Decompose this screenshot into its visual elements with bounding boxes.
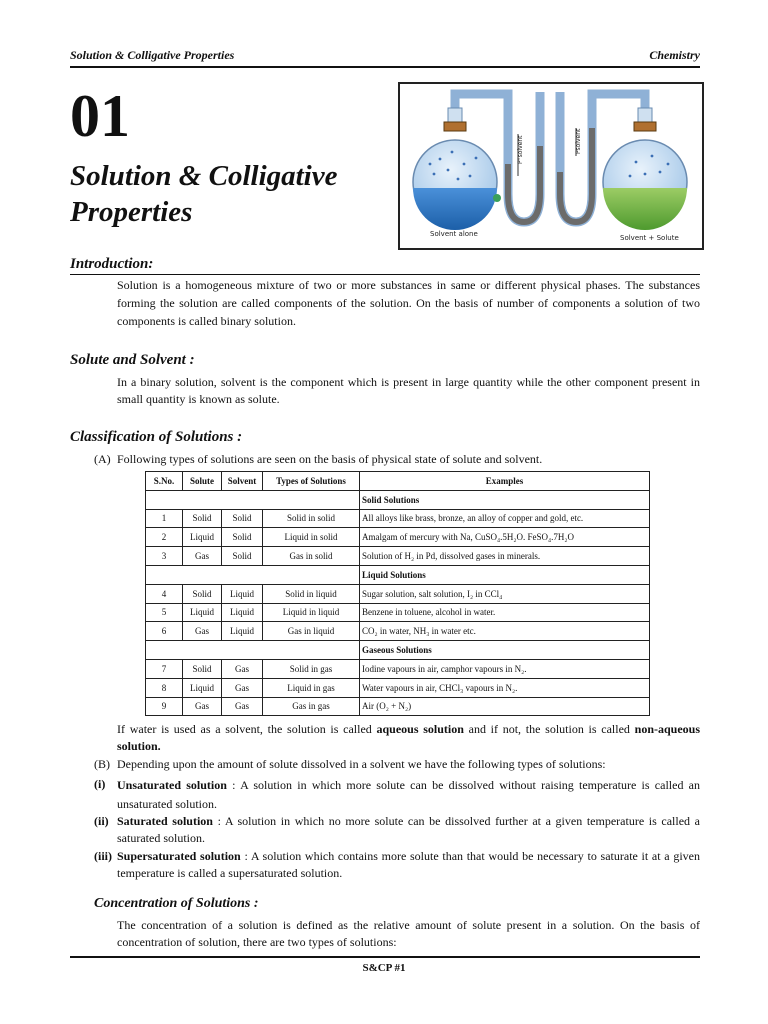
cell-type: Liquid in solid	[263, 528, 360, 547]
classification-heading: Classification of Solutions :	[70, 429, 243, 445]
cell-example: Air (O₂ + N₂)	[360, 697, 650, 716]
type-term: Unsaturated solution	[117, 778, 227, 792]
section-title: Solid Solutions	[360, 490, 650, 509]
cell-solvent: Gas	[222, 697, 263, 716]
cell-example: Solution of H₂ in Pd, dissolved gases in minerals.	[360, 547, 650, 566]
cell-solute: Solid	[183, 509, 222, 528]
b-label: (B)	[94, 757, 110, 771]
cell-type: Solid in gas	[263, 659, 360, 678]
cell-solute: Gas	[183, 622, 222, 641]
classification-a-text: Following types of solutions are seen on the basis of physical state of solute and solvent.	[117, 452, 543, 466]
type-text: : A solution in which more solute can be dissolved without raising temperature is called an unsaturated solution.	[117, 778, 701, 811]
cell-example: Amalgam of mercury with Na, CuSO₄.5H₂O. FeSO₄.7H₂O	[360, 528, 650, 547]
section-row	[146, 490, 650, 509]
cell-example: Iodine vapours in air, camphor vapours in N₂.	[360, 659, 650, 678]
table-row	[146, 547, 650, 566]
cell-sno: 6	[146, 622, 183, 641]
aqueous-term: aqueous solution	[376, 722, 464, 736]
cell-type: Gas in liquid	[263, 622, 360, 641]
table-row	[146, 659, 650, 678]
non-aqueous-term: non-aqueous solution.	[117, 722, 701, 753]
cell-example: All alloys like brass, bronze, an alloy of copper and gold, etc.	[360, 509, 650, 528]
page-number: S&CP #1	[362, 962, 406, 974]
cell-type: Gas in gas	[263, 697, 360, 716]
type-supersaturated	[117, 848, 700, 882]
type-text: : A solution which contains more solute than that would be necessary to saturate it at a given temperature is called a supersaturated solution.	[117, 849, 700, 880]
introduction-rule	[70, 274, 700, 275]
section-row	[146, 641, 650, 660]
cell-type: Liquid in liquid	[263, 603, 360, 622]
header-sno: S.No.	[146, 472, 183, 491]
vapour-pressure-figure	[398, 82, 704, 250]
cell-type: Liquid in gas	[263, 678, 360, 697]
section-row	[146, 565, 650, 584]
cell-example: Benzene in toluene, alcohol in water.	[360, 603, 650, 622]
cell-sno: 7	[146, 659, 183, 678]
cell-solute: Liquid	[183, 603, 222, 622]
p-right-label: Psolvent	[575, 128, 582, 154]
header-solvent: Solvent	[222, 472, 263, 491]
cell-sno: 1	[146, 509, 183, 528]
apparatus-diagram	[400, 84, 702, 248]
cell-example: CO₂ in water, NH₃ in water etc.	[360, 622, 650, 641]
concentration-text: The concentration of a solution is defined as the relative amount of solute present in a solution. On the basis of concentration of solution, there are two types of solutions:	[117, 918, 700, 949]
header-solute: Solute	[183, 472, 222, 491]
cell-solvent: Gas	[222, 678, 263, 697]
table-row	[146, 509, 650, 528]
cell-solvent: Liquid	[222, 603, 263, 622]
cell-solute: Solid	[183, 584, 222, 603]
header-examples: Examples	[360, 472, 650, 491]
table-row	[146, 584, 650, 603]
type-unsaturated	[117, 776, 700, 814]
cell-sno: 8	[146, 678, 183, 697]
cell-sno: 5	[146, 603, 183, 622]
type-label: (ii)	[94, 814, 109, 828]
cell-solvent: Liquid	[222, 584, 263, 603]
chapter-title: Solution & Colligative Properties	[70, 160, 338, 228]
cell-solute: Gas	[183, 547, 222, 566]
cell-solvent: Solid	[222, 528, 263, 547]
cell-example: Sugar solution, salt solution, I₂ in CCl₄	[360, 584, 650, 603]
concentration-heading: Concentration of Solutions :	[94, 896, 259, 911]
cell-sno: 9	[146, 697, 183, 716]
header-divider	[70, 66, 700, 68]
cell-solvent: Gas	[222, 659, 263, 678]
cell-sno: 3	[146, 547, 183, 566]
cell-type: Gas in solid	[263, 547, 360, 566]
cell-solute: Liquid	[183, 528, 222, 547]
header-right: Chemistry	[649, 48, 700, 62]
solutions-table	[145, 471, 650, 716]
section-title: Gaseous Solutions	[360, 641, 650, 660]
label-solvent-solute: Solvent + Solute	[620, 234, 679, 242]
table-row	[146, 622, 650, 641]
header-types: Types of Solutions	[263, 472, 360, 491]
cell-solute: Liquid	[183, 678, 222, 697]
cell-solvent: Liquid	[222, 622, 263, 641]
table-row	[146, 678, 650, 697]
type-label: (i)	[94, 777, 106, 791]
aqueous-note	[117, 721, 700, 755]
cell-solute: Gas	[183, 697, 222, 716]
solute-solvent-heading: Solute and Solvent :	[70, 352, 195, 368]
solute-solvent-text: In a binary solution, solvent is the component which is present in large quantity while the other component present in small quantity is known as solute.	[117, 375, 700, 406]
b-text: Depending upon the amount of solute dissolved in a solvent we have the following types of solutions:	[117, 757, 606, 771]
table-row	[146, 528, 650, 547]
type-text: : A solution in which no more solute can be dissolved further at a given temperature is called a saturated solution.	[117, 814, 700, 845]
chapter-number: 01	[70, 83, 130, 149]
cell-solvent: Solid	[222, 509, 263, 528]
cell-sno: 2	[146, 528, 183, 547]
introduction-heading: Introduction:	[70, 256, 154, 272]
classification-a-label: (A)	[94, 452, 111, 466]
cell-example: Water vapours in air, CHCl₃ vapours in N₂.	[360, 678, 650, 697]
header-left: Solution & Colligative Properties	[70, 48, 235, 62]
table-header-row	[146, 472, 650, 491]
cell-solvent: Solid	[222, 547, 263, 566]
cell-solute: Solid	[183, 659, 222, 678]
type-label: (iii)	[94, 849, 112, 863]
label-solvent-alone: Solvent alone	[430, 230, 478, 238]
type-term: Supersaturated solution	[117, 849, 241, 863]
section-title: Liquid Solutions	[360, 565, 650, 584]
table-row	[146, 697, 650, 716]
introduction-text: Solution is a homogeneous mixture of two or more substances in same or different physical phases. The substances forming the solution are called components of the solution. On the basis of number of components a solution of two components is called binary solution.	[117, 278, 700, 328]
type-term: Saturated solution	[117, 814, 213, 828]
table-row	[146, 603, 650, 622]
aqueous-pre: If water is used as a solvent, the solution is called	[117, 722, 377, 736]
aqueous-mid: and if not, the solution is called	[463, 722, 635, 736]
footer-divider	[70, 956, 700, 958]
p-left-label: P°solvent	[517, 135, 524, 164]
cell-type: Solid in solid	[263, 509, 360, 528]
cell-sno: 4	[146, 584, 183, 603]
type-saturated	[117, 813, 700, 847]
cell-type: Solid in liquid	[263, 584, 360, 603]
